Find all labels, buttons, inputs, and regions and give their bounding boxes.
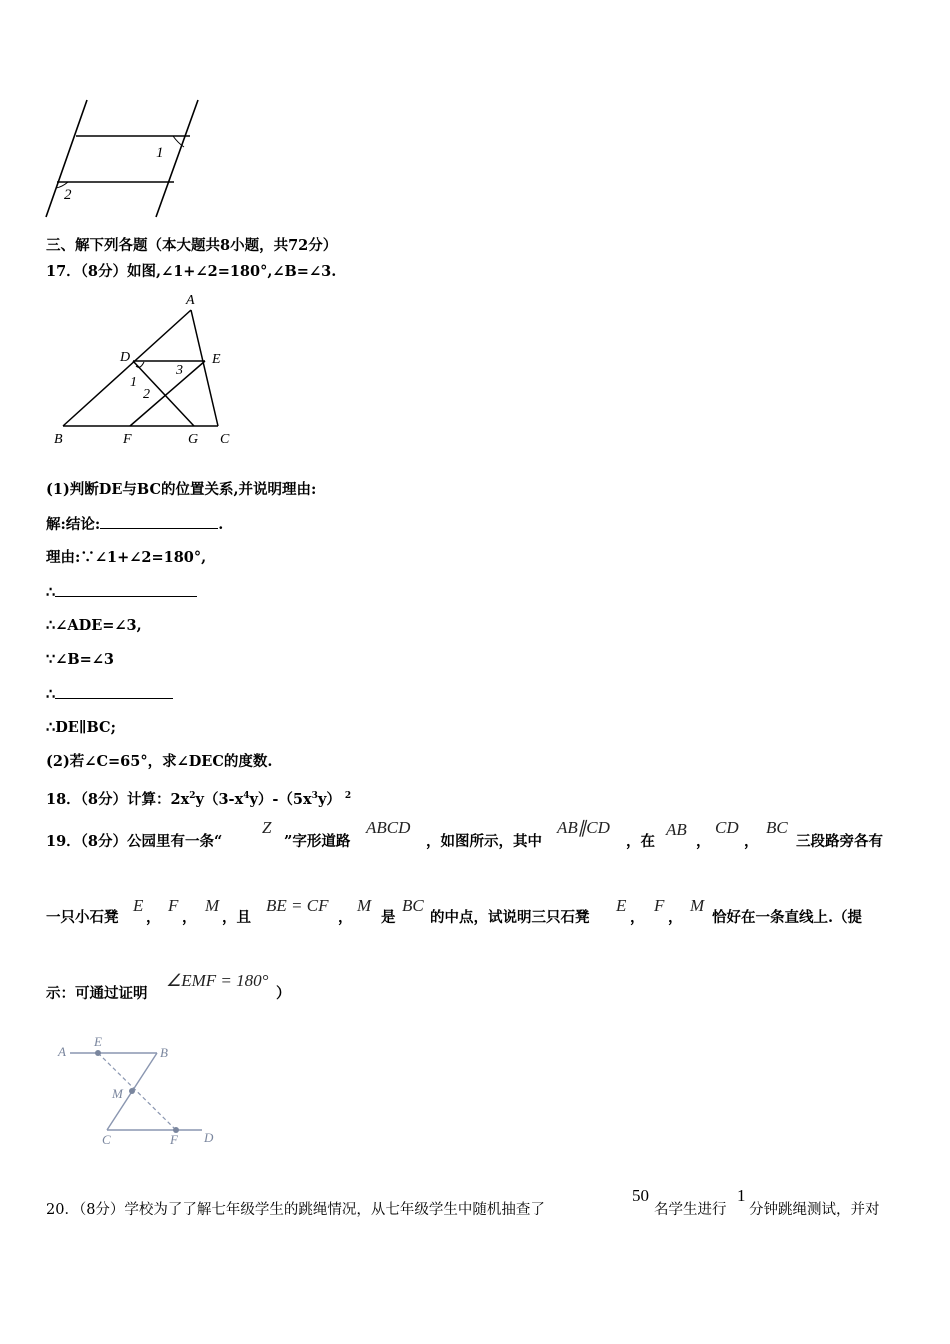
q19-ab-par-cd: AB∥CD bbox=[557, 818, 610, 837]
label-A: A bbox=[58, 1044, 66, 1059]
q19-cd: CD bbox=[715, 818, 739, 837]
q17-part2: (2)若∠C=65°，求∠DEC的度数. bbox=[46, 753, 273, 770]
q20-text-a: 20．（8分）学校为了了解七年级学生的跳绳情况，从七年级学生中随机抽查了 bbox=[46, 1202, 545, 1218]
q19-line2-e: 恰好在一条直线上.（提 bbox=[712, 909, 863, 926]
q19-m3: M bbox=[690, 896, 705, 915]
q19-be-cf: BE = CF bbox=[266, 896, 329, 915]
q19-line2-d: 的中点，试说明三只石凳 bbox=[430, 909, 590, 926]
label-D: D bbox=[120, 350, 131, 365]
q19-comma7: ， bbox=[668, 909, 683, 926]
angle1-label: 1 bbox=[156, 145, 164, 161]
q19-line3-a: 示：可通过证明 bbox=[46, 985, 148, 1002]
q19-m2: M bbox=[357, 896, 372, 915]
q17-therefore2-line bbox=[46, 684, 173, 705]
q17-reason: 理由:∵∠1+∠2=180°, bbox=[46, 549, 207, 566]
angle2-label: 2 bbox=[64, 187, 72, 203]
segment-ab bbox=[63, 310, 191, 426]
q19-comma6: ， bbox=[630, 909, 645, 926]
q19-comma5: ， bbox=[338, 909, 353, 926]
segment-ac bbox=[191, 310, 218, 426]
q19-ab: AB bbox=[666, 820, 687, 839]
q17-ade: ∴∠ADE=∠3, bbox=[46, 617, 142, 634]
label-E: E bbox=[94, 1034, 102, 1049]
q19-line1-e: 三段路旁各有 bbox=[796, 833, 883, 850]
q19-e2: E bbox=[616, 896, 627, 915]
q17-debc: ∴DE∥BC; bbox=[46, 719, 116, 736]
q19-emf: ∠EMF = 180° bbox=[166, 971, 269, 990]
q17-triangle-figure bbox=[48, 288, 248, 453]
q19-z: Z bbox=[262, 818, 272, 837]
q19-abcd: ABCD bbox=[366, 818, 411, 837]
q19-comma1: ， bbox=[696, 833, 711, 850]
q19-comma2: ， bbox=[744, 833, 759, 850]
q19-f: F bbox=[168, 896, 179, 915]
q18-exp2: 4 bbox=[243, 791, 250, 801]
q19-bc2: BC bbox=[402, 896, 424, 915]
therefore1-blank[interactable] bbox=[55, 582, 197, 597]
q17-part1: (1)判断DE与BC的位置关系,并说明理由: bbox=[46, 481, 317, 498]
q18-text-c: y）-（5x bbox=[249, 790, 312, 808]
q17-header: 17．（8分）如图,∠1+∠2=180°,∠B=∠3. bbox=[46, 263, 337, 280]
q18-exp4: 2 bbox=[344, 791, 352, 801]
label-F: F bbox=[123, 432, 132, 447]
q20-text-b: 名学生进行 bbox=[654, 1202, 727, 1218]
q18-text-a: 18．（8分）计算：2x bbox=[46, 790, 190, 808]
label-2: 2 bbox=[143, 387, 150, 402]
q18-exp3: 3 bbox=[311, 791, 318, 801]
q18-line bbox=[46, 786, 351, 810]
q18-exp1: 2 bbox=[189, 791, 196, 801]
q18-text-b: y（3-x bbox=[195, 790, 244, 808]
q19-line2-b: ，且 bbox=[222, 909, 251, 926]
label-B: B bbox=[160, 1045, 168, 1060]
label-1: 1 bbox=[130, 375, 137, 390]
label-F: F bbox=[170, 1132, 178, 1147]
q18-text-d: y） bbox=[317, 790, 341, 808]
q20-text-c: 分钟跳绳测试，并对 bbox=[749, 1202, 880, 1218]
therefore2-blank[interactable] bbox=[55, 684, 173, 699]
q19-line2-c: 是 bbox=[381, 909, 396, 926]
q19-comma3: ， bbox=[146, 909, 161, 926]
label-E: E bbox=[212, 352, 221, 367]
q17-conclusion-line bbox=[46, 514, 223, 535]
parallel-lines-figure bbox=[40, 95, 200, 223]
q19-line2-a: 一只小石凳 bbox=[46, 909, 119, 926]
q19-comma4: ， bbox=[182, 909, 197, 926]
label-C: C bbox=[102, 1132, 111, 1147]
label-A: A bbox=[186, 293, 195, 308]
q19-line1-d: ，在 bbox=[626, 833, 655, 850]
q17-b3: ∵∠B=∠3 bbox=[46, 651, 115, 668]
therefore2: ∴ bbox=[46, 686, 56, 703]
q19-line1-a: 19．（8分）公园里有一条“ bbox=[46, 833, 223, 850]
label-D: D bbox=[204, 1130, 214, 1145]
point-m bbox=[129, 1088, 135, 1094]
label-3: 3 bbox=[176, 363, 183, 378]
q19-line1-c: ，如图所示，其中 bbox=[426, 833, 542, 850]
q19-line1-b: ”字形道路 bbox=[284, 833, 351, 850]
period: . bbox=[218, 516, 224, 533]
label-C: C bbox=[220, 432, 230, 447]
q19-f2: F bbox=[654, 896, 665, 915]
q19-e: E bbox=[133, 896, 144, 915]
q17-therefore1-line bbox=[46, 582, 197, 603]
label-B: B bbox=[54, 432, 63, 447]
q19-m: M bbox=[205, 896, 220, 915]
conclusion-blank[interactable] bbox=[100, 514, 218, 529]
q20-num50: 50 bbox=[632, 1186, 649, 1205]
point-e bbox=[95, 1050, 101, 1056]
jie-label: 解:结论: bbox=[46, 516, 101, 533]
therefore1: ∴ bbox=[46, 584, 56, 601]
q19-bc: BC bbox=[766, 818, 788, 837]
q19-line3-b: ） bbox=[276, 985, 291, 1002]
label-M: M bbox=[112, 1086, 123, 1101]
q20-num1: 1 bbox=[737, 1186, 746, 1205]
q19-z-road-figure bbox=[52, 1030, 232, 1150]
section-title: 三、解下列各题（本大题共8小题，共72分） bbox=[46, 237, 338, 254]
label-G: G bbox=[188, 432, 199, 447]
dashed-emf bbox=[98, 1053, 176, 1130]
